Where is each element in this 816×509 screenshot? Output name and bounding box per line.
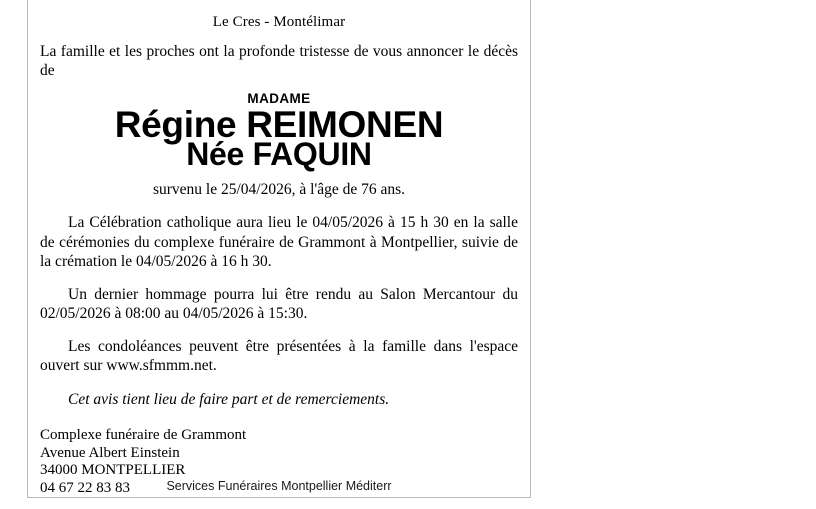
condolences-paragraph: Les condoléances peuvent être présentées à la famille dans l'espace ouvert sur www.sfmmm.net.	[40, 337, 518, 374]
notice-lead-text: La famille et les proches ont la profonde tristesse de vous annoncer le décès de	[40, 43, 518, 79]
death-notice-card	[27, 0, 531, 498]
notice-closing-note: Cet avis tient lieu de faire part et de remerciements.	[68, 390, 390, 408]
address-line-2: Avenue Albert Einstein	[40, 444, 180, 461]
notice-footer: Services Funéraires Montpellier Méditerr	[166, 479, 392, 493]
deceased-name: Régine REIMONEN	[114, 103, 444, 145]
ceremony-paragraph: La Célébration catholique aura lieu le 04/05/2026 à 15 h 30 en la salle de cérémonies du complexe funéraire de Grammont à Montpellier, suivie de la crémation le 04/05/2026 à 16 h 30.	[40, 214, 518, 270]
death-date-line: survenu le 25/04/2026, à l'âge de 76 ans.	[152, 181, 406, 199]
address-phone: 04 67 22 83 83	[40, 479, 130, 496]
deceased-civility: MADAME	[247, 90, 311, 106]
notice-location: Le Cres - Montélimar	[212, 14, 346, 30]
address-line-1: Complexe funéraire de Grammont	[40, 426, 247, 443]
address-line-3: 34000 MONTPELLIER	[40, 462, 186, 479]
notice-content	[28, 0, 530, 498]
deceased-maiden-name: Née FAQUIN	[186, 136, 372, 173]
tribute-paragraph: Un dernier hommage pourra lui être rendu au Salon Mercantour du 02/05/2026 à 08:00 au 04/05/2026 à 15:30.	[40, 285, 518, 322]
